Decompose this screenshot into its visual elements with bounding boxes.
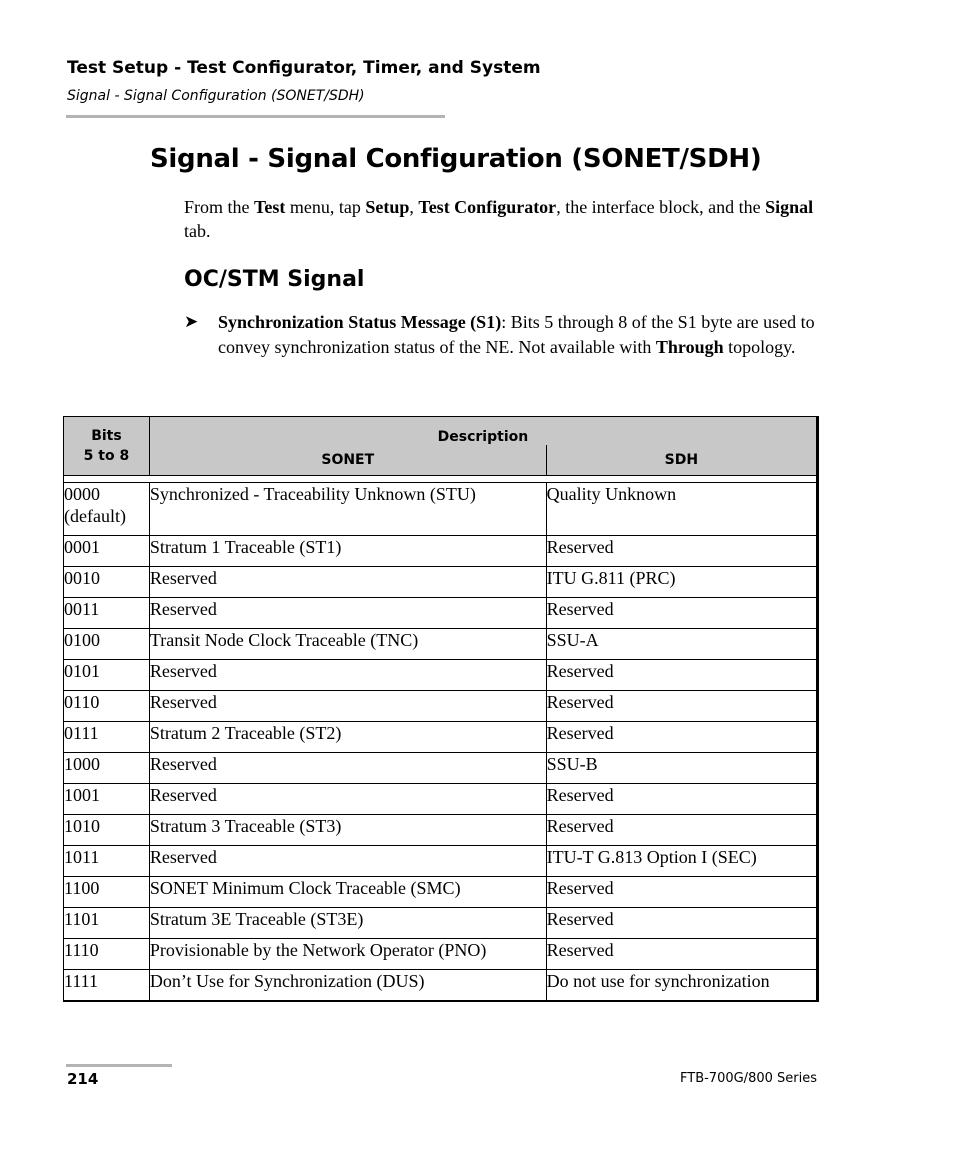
header-separator [64, 476, 818, 483]
bullet-term-through: Through [655, 336, 724, 357]
running-header-subtitle: Signal - Signal Configuration (SONET/SDH) [67, 88, 365, 104]
table-row [64, 815, 818, 846]
s1-byte-table [63, 416, 819, 1002]
intro-text: menu, tap [285, 197, 366, 217]
menu-test: Test [254, 197, 286, 217]
cell-sdh: ITU G.811 (PRC) [546, 567, 817, 598]
table-row [64, 970, 818, 1001]
cell-sdh: Reserved [546, 908, 817, 939]
cell-bits: 0100 [64, 629, 150, 660]
cell-sonet: Stratum 1 Traceable (ST1) [149, 536, 546, 567]
cell-sonet: Transit Node Clock Traceable (TNC) [149, 629, 546, 660]
tab-signal: Signal [765, 197, 814, 217]
cell-sdh: Reserved [546, 722, 817, 753]
cell-sonet: Reserved [149, 691, 546, 722]
bullet-item [184, 310, 824, 359]
table-row [64, 691, 818, 722]
bullet-description-end: topology. [723, 336, 796, 357]
intro-text: , the interface block, and the [556, 197, 766, 217]
cell-sdh: Reserved [546, 877, 817, 908]
table-row [64, 939, 818, 970]
cell-sdh: Reserved [546, 815, 817, 846]
cell-sonet: Stratum 2 Traceable (ST2) [149, 722, 546, 753]
table-header-row [64, 417, 818, 446]
cell-bits: 1101 [64, 908, 150, 939]
header-description: Description [149, 417, 817, 446]
page-number: 214 [67, 1070, 99, 1088]
cell-bits: 1111 [64, 970, 150, 1001]
cell-sonet: Reserved [149, 753, 546, 784]
cell-sonet: SONET Minimum Clock Traceable (SMC) [149, 877, 546, 908]
cell-bits: 0110 [64, 691, 150, 722]
cell-sdh: Reserved [546, 784, 817, 815]
intro-text: From the [184, 197, 254, 217]
cell-sdh: SSU-B [546, 753, 817, 784]
cell-sdh: SSU-A [546, 629, 817, 660]
section-title: OC/STM Signal [184, 267, 365, 292]
cell-bits: 0001 [64, 536, 150, 567]
cell-sdh: ITU-T G.813 Option I (SEC) [546, 846, 817, 877]
cell-bits: 0011 [64, 598, 150, 629]
menu-test-configurator: Test Configurator [418, 197, 557, 217]
table-row [64, 753, 818, 784]
cell-bits: 1001 [64, 784, 150, 815]
cell-sonet: Reserved [149, 784, 546, 815]
cell-bits: 1100 [64, 877, 150, 908]
cell-bits: 0101 [64, 660, 150, 691]
cell-sdh: Reserved [546, 536, 817, 567]
cell-sonet: Synchronized - Traceability Unknown (STU) [149, 483, 546, 536]
table-row [64, 908, 818, 939]
cell-sonet: Don’t Use for Synchronization (DUS) [149, 970, 546, 1001]
table-row [64, 846, 818, 877]
product-name: FTB-700G/800 Series [680, 1071, 817, 1086]
table-row [64, 567, 818, 598]
table-row [64, 483, 818, 536]
cell-bits: 1010 [64, 815, 150, 846]
header-sonet: SONET [149, 445, 546, 476]
cell-sdh: Reserved [546, 939, 817, 970]
cell-bits: 1000 [64, 753, 150, 784]
table-row [64, 722, 818, 753]
cell-bits: 1110 [64, 939, 150, 970]
cell-sdh: Reserved [546, 691, 817, 722]
table-row [64, 629, 818, 660]
table-row [64, 536, 818, 567]
cell-sdh: Reserved [546, 598, 817, 629]
cell-sdh: Reserved [546, 660, 817, 691]
header-bits: Bits 5 to 8 [64, 417, 150, 476]
footer-rule [66, 1064, 172, 1067]
bullet-description: : Bits 5 through 8 of the S1 byte are used to convey synchronization status of the NE. Not available with [218, 312, 815, 357]
cell-sonet: Stratum 3E Traceable (ST3E) [149, 908, 546, 939]
cell-sonet: Stratum 3 Traceable (ST3) [149, 815, 546, 846]
cell-sdh: Do not use for synchronization [546, 970, 817, 1001]
intro-text: tab. [184, 221, 211, 241]
cell-bits: 0010 [64, 567, 150, 598]
page-title: Signal - Signal Configuration (SONET/SDH) [150, 144, 762, 174]
table-row [64, 660, 818, 691]
cell-sonet: Reserved [149, 598, 546, 629]
header-sdh: SDH [546, 445, 817, 476]
header-rule [66, 115, 445, 118]
running-header-title: Test Setup - Test Configurator, Timer, and System [67, 58, 541, 78]
cell-sdh: Quality Unknown [546, 483, 817, 536]
cell-sonet: Reserved [149, 660, 546, 691]
bullet-term: Synchronization Status Message (S1) [218, 312, 502, 332]
cell-bits: 1011 [64, 846, 150, 877]
menu-setup: Setup [365, 197, 410, 217]
intro-text: , [409, 197, 419, 217]
arrow-bullet-icon: ➤ [184, 312, 199, 331]
cell-bits: 0000 (default) [64, 483, 150, 536]
cell-sonet: Reserved [149, 846, 546, 877]
table-row [64, 877, 818, 908]
table-row [64, 784, 818, 815]
table-body [64, 483, 818, 1001]
table-subheader-row [64, 445, 818, 476]
cell-sonet: Provisionable by the Network Operator (PNO) [149, 939, 546, 970]
intro-paragraph [184, 195, 814, 243]
cell-bits: 0111 [64, 722, 150, 753]
bullet-text [218, 310, 824, 359]
table-row [64, 598, 818, 629]
cell-sonet: Reserved [149, 567, 546, 598]
